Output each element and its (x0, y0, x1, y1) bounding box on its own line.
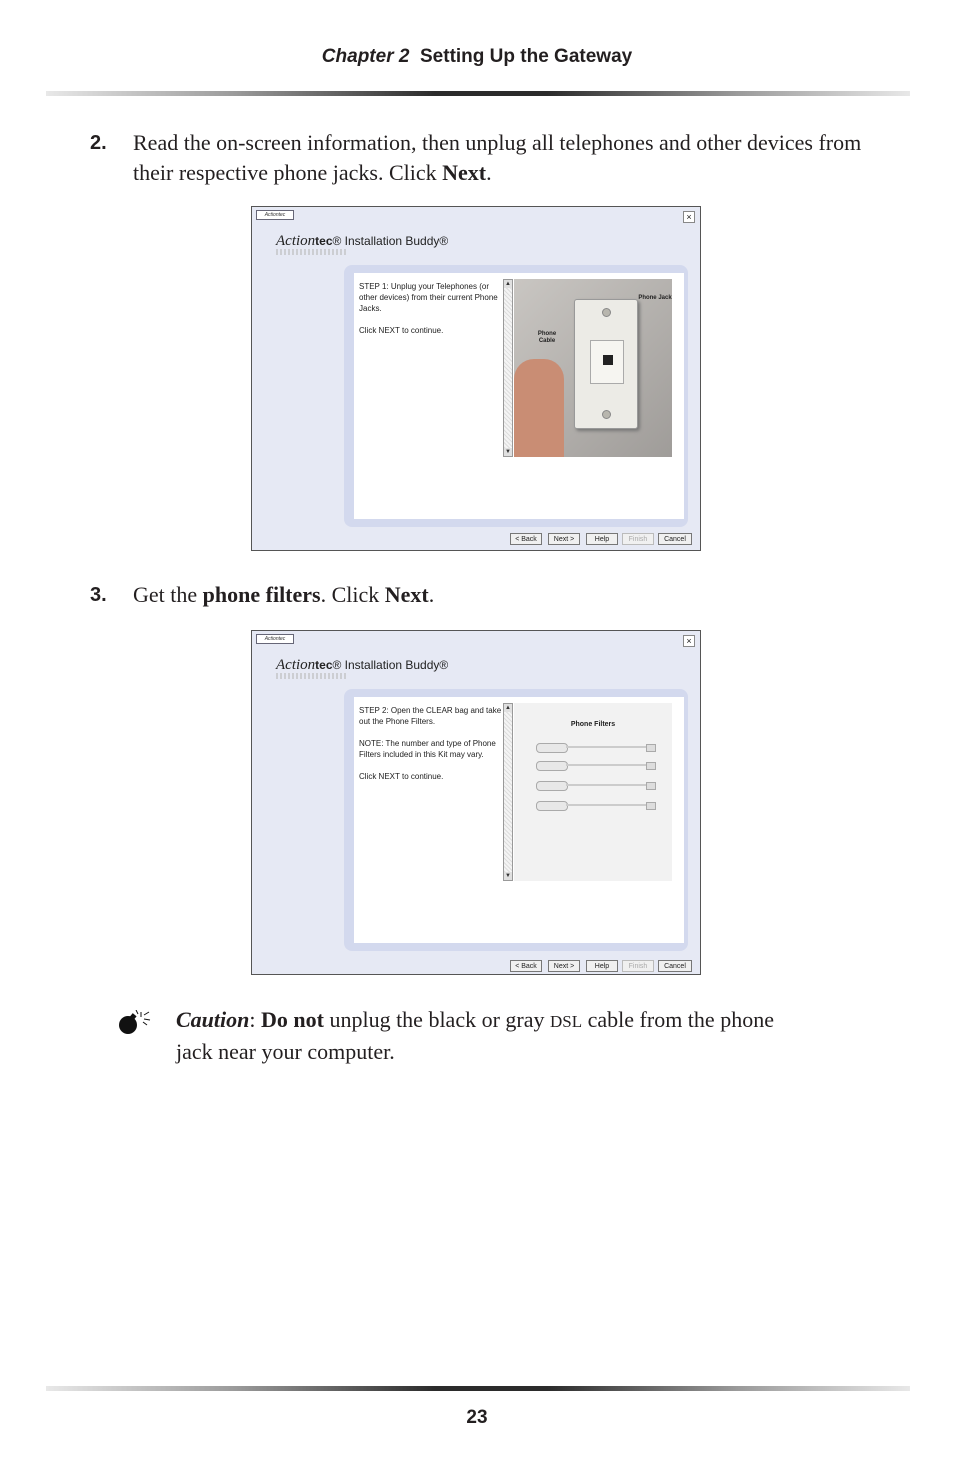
installation-buddy-dialog-step2 (251, 630, 701, 975)
back-button[interactable]: < Back (510, 960, 542, 972)
step-info-text (359, 705, 504, 793)
label-phone-cable: Phone Cable (537, 331, 557, 344)
installation-buddy-dialog-step1 (251, 206, 701, 551)
chapter-label: Chapter 2 (321, 46, 410, 67)
next-button[interactable]: Next > (548, 960, 580, 972)
wall-plate (574, 299, 638, 429)
help-button[interactable]: Help (586, 533, 618, 545)
finish-button[interactable]: Finish (622, 533, 654, 545)
photo-caption: Phone Filters (570, 721, 616, 728)
cancel-button[interactable]: Cancel (658, 960, 692, 972)
footer-rule (46, 1386, 910, 1391)
phone-filter (536, 741, 654, 753)
step-bold-phone-filters: phone filters (202, 582, 321, 607)
phone-jack-photo (514, 279, 672, 457)
brand-logo-tec: tec (315, 234, 333, 248)
product-name: ® Installation Buddy® (332, 658, 449, 672)
logo-reflection (276, 249, 346, 255)
step-text (133, 580, 873, 610)
next-button[interactable]: Next > (548, 533, 580, 545)
cancel-button[interactable]: Cancel (658, 533, 692, 545)
brand-title (276, 233, 448, 250)
caution-text-b: cable from the phone jack near your computer. (176, 1007, 774, 1064)
step-text (133, 128, 873, 188)
page-number: 23 (466, 1407, 488, 1428)
step-number: 3. (90, 584, 107, 606)
label-phone-jack: Phone Jack (638, 295, 672, 301)
brand-logo-action: Action (276, 233, 316, 249)
hand (514, 359, 564, 457)
titlebar-logo: Actiontec (256, 210, 294, 220)
header-rule (46, 91, 910, 96)
logo-reflection (276, 673, 346, 679)
help-button[interactable]: Help (586, 960, 618, 972)
scroll-down-arrow-icon[interactable]: ▼ (505, 873, 511, 879)
phone-filters-photo (514, 703, 672, 881)
jack-module (590, 340, 624, 384)
step-text-b: . (486, 160, 492, 185)
info-line: STEP 2: Open the CLEAR bag and take out the Phone Filters. (359, 706, 502, 726)
step-text-c: . (428, 582, 435, 607)
step-bold-next: Next (442, 160, 487, 185)
step-text-a: Get the (133, 582, 203, 607)
phone-filter (536, 779, 654, 791)
screw (602, 410, 611, 419)
brand-logo-tec: tec (315, 658, 333, 672)
back-button[interactable]: < Back (510, 533, 542, 545)
scroll-up-arrow-icon[interactable]: ▲ (505, 281, 511, 287)
caution-text-a: unplug the black or gray (323, 1007, 551, 1032)
phone-jack-socket (603, 355, 613, 365)
caution-colon: : (249, 1007, 261, 1032)
info-line: Click NEXT to continue. (359, 326, 444, 335)
info-line: NOTE: The number and type of Phone Filters included in this Kit may vary. (359, 739, 496, 759)
step-text-b: . Click (320, 582, 385, 607)
chapter-title: Setting Up the Gateway (420, 46, 633, 67)
bomb-icon (117, 1010, 151, 1036)
brand-title (276, 657, 448, 674)
phone-filter (536, 799, 654, 811)
caution-bold: Do not (261, 1007, 324, 1032)
caution-note (176, 1005, 776, 1067)
scroll-up-arrow-icon[interactable]: ▲ (505, 705, 511, 711)
caution-label: Caution (176, 1007, 250, 1032)
phone-filter (536, 759, 654, 771)
step-bold-next: Next (384, 582, 429, 607)
finish-button[interactable]: Finish (622, 960, 654, 972)
step-number: 2. (90, 132, 107, 154)
step-info-text (359, 281, 504, 347)
product-name: ® Installation Buddy® (332, 234, 449, 248)
step-text-a: Read the on-screen information, then unplug all telephones and other devices from their respective phone jacks. Click (133, 130, 862, 185)
text-scrollbar[interactable] (503, 703, 513, 881)
close-button[interactable]: × (683, 635, 695, 647)
close-button[interactable]: × (683, 211, 695, 223)
scroll-down-arrow-icon[interactable]: ▼ (505, 449, 511, 455)
text-scrollbar[interactable] (503, 279, 513, 457)
info-line: STEP 1: Unplug your Telephones (or other devices) from their current Phone Jacks. (359, 282, 498, 313)
running-header (0, 46, 954, 68)
caution-abbr: DSL (550, 1012, 583, 1031)
screw (602, 308, 611, 317)
brand-logo-action: Action (276, 657, 316, 673)
info-line: Click NEXT to continue. (359, 772, 444, 781)
titlebar-logo: Actiontec (256, 634, 294, 644)
